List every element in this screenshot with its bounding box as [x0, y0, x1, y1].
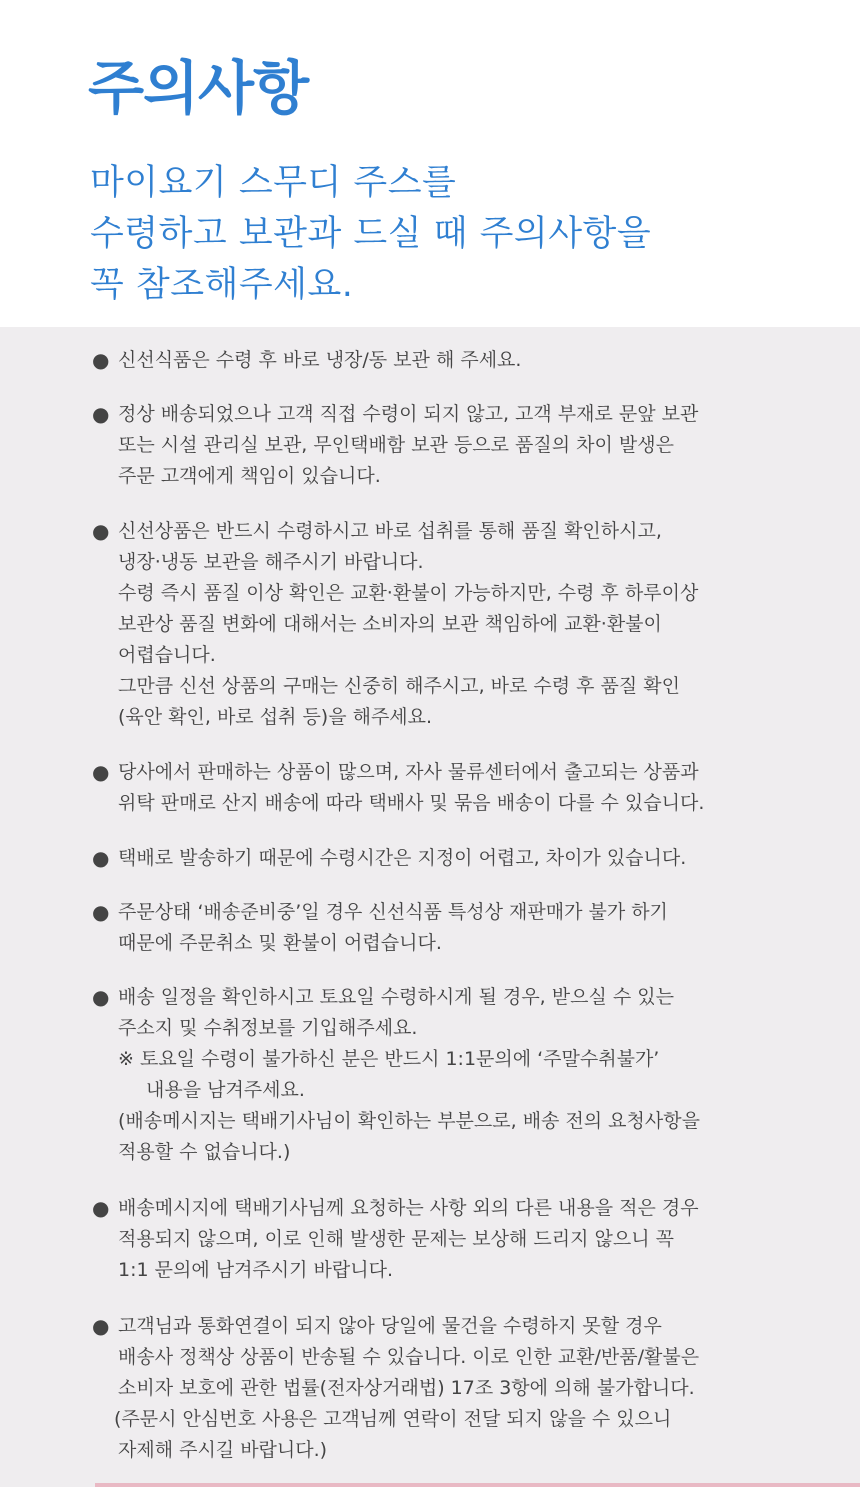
notice-item-quality-check: [92, 516, 840, 733]
notice-line: 어렵습니다.: [118, 644, 216, 666]
notice-line: 배송사 정책상 상품이 반송될 수 있습니다. 이로 인한 교환/반품/활불은: [118, 1346, 700, 1368]
bullet-icon: ●: [92, 1196, 110, 1220]
notice-line: 내용을 남겨주세요.: [146, 1079, 305, 1101]
notice-line: 당사에서 판매하는 상품이 많으며, 자사 물류센터에서 출고되는 상품과: [118, 761, 699, 783]
bullet-icon: ●: [92, 760, 110, 784]
notice-line: 택배로 발송하기 때문에 수령시간은 지정이 어렵고, 차이가 있습니다.: [118, 847, 687, 869]
bullet-icon: ●: [92, 900, 110, 924]
page-subtitle: [90, 158, 651, 311]
notice-item-fresh-storage: [92, 345, 840, 376]
notice-line: 소비자 보호에 관한 법률(전자상거래법) 17조 3항에 의해 불가합니다.: [118, 1377, 695, 1399]
notice-line: 적용되지 않으며, 이로 인해 발생한 문제는 보상해 드리지 않으니 꼭: [118, 1228, 674, 1250]
notice-item-shipping-method: [92, 757, 840, 819]
notice-line: 정상 배송되었으나 고객 직접 수령이 되지 않고, 고객 부재로 문앞 보관: [118, 403, 699, 425]
notice-line: 주문 고객에게 책임이 있습니다.: [118, 465, 381, 487]
bottom-divider: [95, 1483, 860, 1487]
notice-line: 보관상 품질 변화에 대해서는 소비자의 보관 책임하에 교환·환불이: [118, 613, 662, 635]
notice-list: [0, 327, 860, 1487]
notice-line: (주문시 안심번호 사용은 고객님께 연락이 전달 되지 않을 수 있으니: [114, 1408, 672, 1430]
bullet-icon: ●: [92, 1314, 110, 1338]
notice-line: 자제해 주시길 바랍니다.): [118, 1439, 328, 1461]
bullet-icon: ●: [92, 519, 110, 543]
notice-line: 수령 즉시 품질 이상 확인은 교환·환불이 가능하지만, 수령 후 하루이상: [118, 582, 699, 604]
bullet-icon: ●: [92, 402, 110, 426]
notice-item-return-policy: [92, 1311, 840, 1466]
page-title: 주의사항: [88, 54, 309, 122]
notice-line: 신선식품은 수령 후 바로 냉장/동 보관 해 주세요.: [118, 349, 522, 371]
notice-line: (육안 확인, 바로 섭취 등)을 해주세요.: [118, 706, 433, 728]
bullet-icon: ●: [92, 348, 110, 372]
notice-line: 냉장·냉동 보관을 해주시기 바랍니다.: [118, 551, 424, 573]
notice-item-saturday-delivery: [92, 982, 840, 1168]
notice-line: (배송메시지는 택배기사님이 확인하는 부분으로, 배송 전의 요청사항을: [118, 1110, 700, 1132]
notice-item-delivery-time: [92, 843, 840, 874]
notice-line: 또는 시설 관리실 보관, 무인택배함 보관 등으로 품질의 차이 발생은: [118, 434, 674, 456]
notice-item-delivery-responsibility: [92, 399, 840, 492]
subtitle-line: 꼭 참조해주세요.: [90, 265, 354, 305]
notice-line: 주문상태 ‘배송준비중’일 경우 신선식품 특성상 재판매가 불가 하기: [118, 901, 668, 923]
notice-line: 위탁 판매로 산지 배송에 따라 택배사 및 묶음 배송이 다를 수 있습니다.: [118, 792, 705, 814]
notice-line: 그만큼 신선 상품의 구매는 신중히 해주시고, 바로 수령 후 품질 확인: [118, 675, 680, 697]
notice-line: 고객님과 통화연결이 되지 않아 당일에 물건을 수령하지 못할 경우: [118, 1315, 662, 1337]
bullet-icon: ●: [92, 846, 110, 870]
notice-line: 1:1 문의에 남겨주시기 바랍니다.: [118, 1259, 393, 1281]
subtitle-line: 수령하고 보관과 드실 때 주의사항을: [90, 214, 652, 254]
notice-line: 적용할 수 없습니다.): [118, 1141, 291, 1163]
subtitle-line: 마이요기 스무디 주스를: [90, 163, 457, 203]
notice-line: ※ 토요일 수령이 불가하신 분은 반드시 1:1문의에 ‘주말수취불가’: [118, 1048, 660, 1070]
notice-line: 주소지 및 수취정보를 기입해주세요.: [118, 1017, 418, 1039]
bullet-icon: ●: [92, 985, 110, 1009]
notice-line: 신선상품은 반드시 수령하시고 바로 섭취를 통해 품질 확인하시고,: [118, 520, 662, 542]
notice-line: 배송메시지에 택배기사님께 요청하는 사항 외의 다른 내용을 적은 경우: [118, 1197, 699, 1219]
notice-line: 배송 일정을 확인하시고 토요일 수령하시게 될 경우, 받으실 수 있는: [118, 986, 674, 1008]
notice-item-cancel-policy: [92, 897, 840, 959]
header: [0, 0, 860, 327]
notice-line: 때문에 주문취소 및 환불이 어렵습니다.: [118, 932, 442, 954]
notice-item-delivery-message: [92, 1193, 840, 1286]
